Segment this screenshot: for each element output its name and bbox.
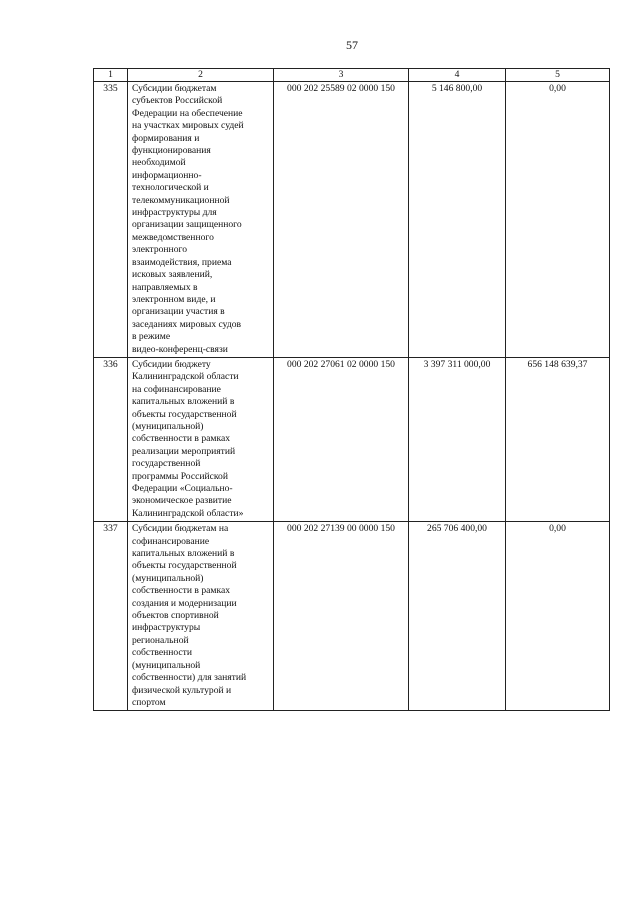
table-body	[94, 82, 610, 711]
row-budget-code: 000 202 27061 02 0000 150	[274, 357, 409, 521]
row-name	[128, 82, 274, 358]
row-amount-executed: 656 148 639,37	[506, 357, 610, 521]
row-name-line: спортом	[132, 696, 166, 708]
row-name-line: заседаниях мировых судов	[132, 318, 242, 330]
row-name-line: на софинансирование	[132, 383, 221, 395]
row-name-line: Федерации «Социально-	[132, 483, 233, 494]
row-name-line: капитальных вложений в	[132, 396, 235, 408]
row-amount-planned: 5 146 800,00	[409, 82, 506, 358]
header-col-4: 4	[409, 69, 506, 82]
row-name-line: (муниципальной	[132, 659, 201, 671]
row-name-line: технологической и	[132, 182, 209, 194]
page-number: 57	[346, 38, 358, 52]
header-row	[94, 69, 610, 82]
row-name-line: реализации мероприятий	[132, 445, 236, 457]
row-name-line: объекты государственной	[132, 560, 237, 572]
row-name-line: софинансирование	[132, 535, 210, 547]
table-row	[94, 357, 610, 521]
row-name-line: (муниципальной)	[132, 420, 204, 432]
row-name-line: направляемых в	[132, 281, 198, 293]
row-name-line: Калининградской области»	[132, 507, 244, 519]
row-name-line: субъектов Российской	[132, 95, 223, 107]
row-name-line: необходимой	[132, 157, 186, 169]
row-name-line: региональной	[132, 634, 189, 646]
row-name-line: объектов спортивной	[132, 610, 219, 622]
row-amount-planned: 265 706 400,00	[409, 522, 506, 711]
row-name	[128, 357, 274, 521]
row-name-line: собственности в рамках	[132, 433, 231, 445]
header-col-5: 5	[506, 69, 610, 82]
row-name-line: объекты государственной	[132, 408, 237, 420]
row-number: 335	[94, 82, 128, 358]
row-name-line: собственности в рамках	[132, 585, 231, 597]
row-budget-code: 000 202 25589 02 0000 150	[274, 82, 409, 358]
row-name-line: функционирования	[132, 145, 211, 157]
row-name-line: создания и модернизации	[132, 597, 237, 609]
header-col-1: 1	[94, 69, 128, 82]
row-name-line: Субсидии бюджетам на	[132, 523, 229, 535]
row-name-line: собственности) для занятий	[132, 672, 247, 684]
row-name-line: экономическое развитие	[132, 495, 232, 507]
row-name-line: государственной	[132, 458, 201, 470]
row-name-line: исковых заявлений,	[132, 269, 213, 281]
row-name-line: Субсидии бюджетам	[132, 83, 217, 94]
row-name-line: телекоммуникационной	[132, 194, 230, 206]
row-amount-planned: 3 397 311 000,00	[409, 357, 506, 521]
table-row	[94, 522, 610, 711]
row-name-line: инфраструктуры для	[132, 207, 217, 219]
table-row	[94, 82, 610, 358]
row-name-line: в режиме	[132, 331, 171, 343]
row-number: 336	[94, 357, 128, 521]
row-number: 337	[94, 522, 128, 711]
row-name-line: Субсидии бюджету	[132, 358, 211, 370]
row-name-line: видео-конференц-связи	[132, 343, 228, 355]
row-name-line: взаимодействия, приема	[132, 256, 232, 268]
row-name-line: организации участия в	[132, 306, 225, 318]
row-amount-executed: 0,00	[506, 82, 610, 358]
row-name-line: электронном виде, и	[132, 293, 216, 305]
row-name-line: инфраструктуры	[132, 622, 201, 634]
header-col-3: 3	[274, 69, 409, 82]
row-name-line: собственности	[132, 647, 193, 659]
row-amount-executed: 0,00	[506, 522, 610, 711]
row-name-line: формирования и	[132, 132, 200, 144]
row-name-line: Федерации на обеспечение	[132, 107, 243, 119]
row-name-line: (муниципальной)	[132, 572, 204, 584]
row-name-line: электронного	[132, 244, 187, 256]
row-name-line: физической культурой и	[132, 684, 232, 696]
row-name-line: программы Российской	[132, 470, 228, 482]
row-name	[128, 522, 274, 711]
row-budget-code: 000 202 27139 00 0000 150	[274, 522, 409, 711]
row-name-line: информационно-	[132, 169, 202, 181]
header-col-2: 2	[128, 69, 274, 82]
budget-table	[93, 68, 610, 711]
row-name-line: на участках мировых судей	[132, 120, 244, 132]
row-name-line: организации защищенного	[132, 219, 242, 231]
row-name-line: капитальных вложений в	[132, 548, 235, 560]
row-name-line: Калининградской области	[132, 371, 239, 383]
row-name-line: межведомственного	[132, 231, 214, 243]
